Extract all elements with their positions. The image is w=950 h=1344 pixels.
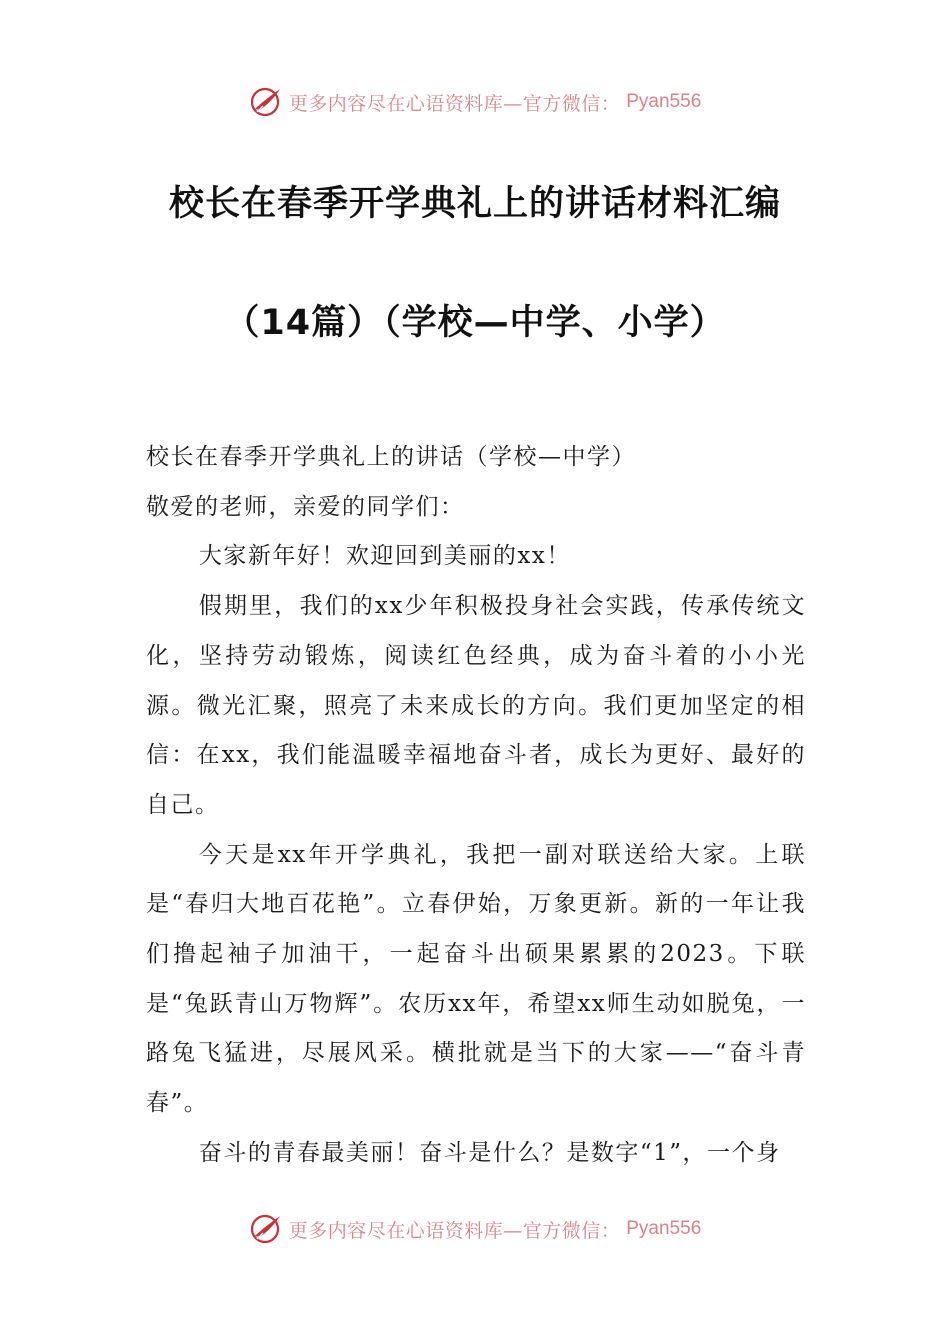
watermark-wechat-id: Pyan556	[626, 91, 702, 112]
quill-logo-icon	[249, 1212, 283, 1246]
document-title: 校长在春季开学典礼上的讲话材料汇编	[168, 184, 781, 224]
watermark-text: 更多内容尽在心语资料库—官方微信：	[288, 92, 621, 115]
paragraph: 大家新年好！欢迎回到美丽的xx！	[198, 543, 571, 570]
section-heading: 校长在春季开学典礼上的讲话（学校—中学）	[146, 444, 636, 470]
footer-watermark	[0, 1209, 950, 1249]
paragraph: 今天是xx年开学典礼，我把一副对联送给大家。上联是“春归大地百花艳”。立春伊始，万象更新。新的一年让我们撸起袖子加油干，一起奋斗出硕果累累的2023。下联是“兔跃青山万物辉”。农历xx年，希望xx师生动如脱兔，一路兔飞猛进，尽展风采。横批就是当下的大家——“奋斗青春”。	[146, 841, 806, 1117]
watermark-text: 更多内容尽在心语资料库—官方微信：	[288, 1219, 621, 1242]
document-body	[146, 433, 806, 1179]
document-subtitle: （14篇）（学校—中学、小学）	[224, 303, 726, 343]
paragraph: 假期里，我们的xx少年积极投身社会实践，传承传统文化，坚持劳动锻炼，阅读红色经典，成为奋斗着的小小光源。微光汇聚，照亮了未来成长的方向。我们更加坚定的相信：在xx，我们能温暖幸福地奋斗者，成长为更好、最好的自己。	[146, 593, 806, 818]
paragraph: 奋斗的青春最美丽！奋斗是什么？是数字“1”，一个身	[198, 1139, 781, 1166]
quill-logo-icon	[249, 85, 283, 119]
salutation: 敬爱的老师，亲爱的同学们：	[146, 493, 465, 520]
watermark-wechat-id: Pyan556	[626, 1218, 702, 1239]
header-watermark	[0, 82, 950, 122]
